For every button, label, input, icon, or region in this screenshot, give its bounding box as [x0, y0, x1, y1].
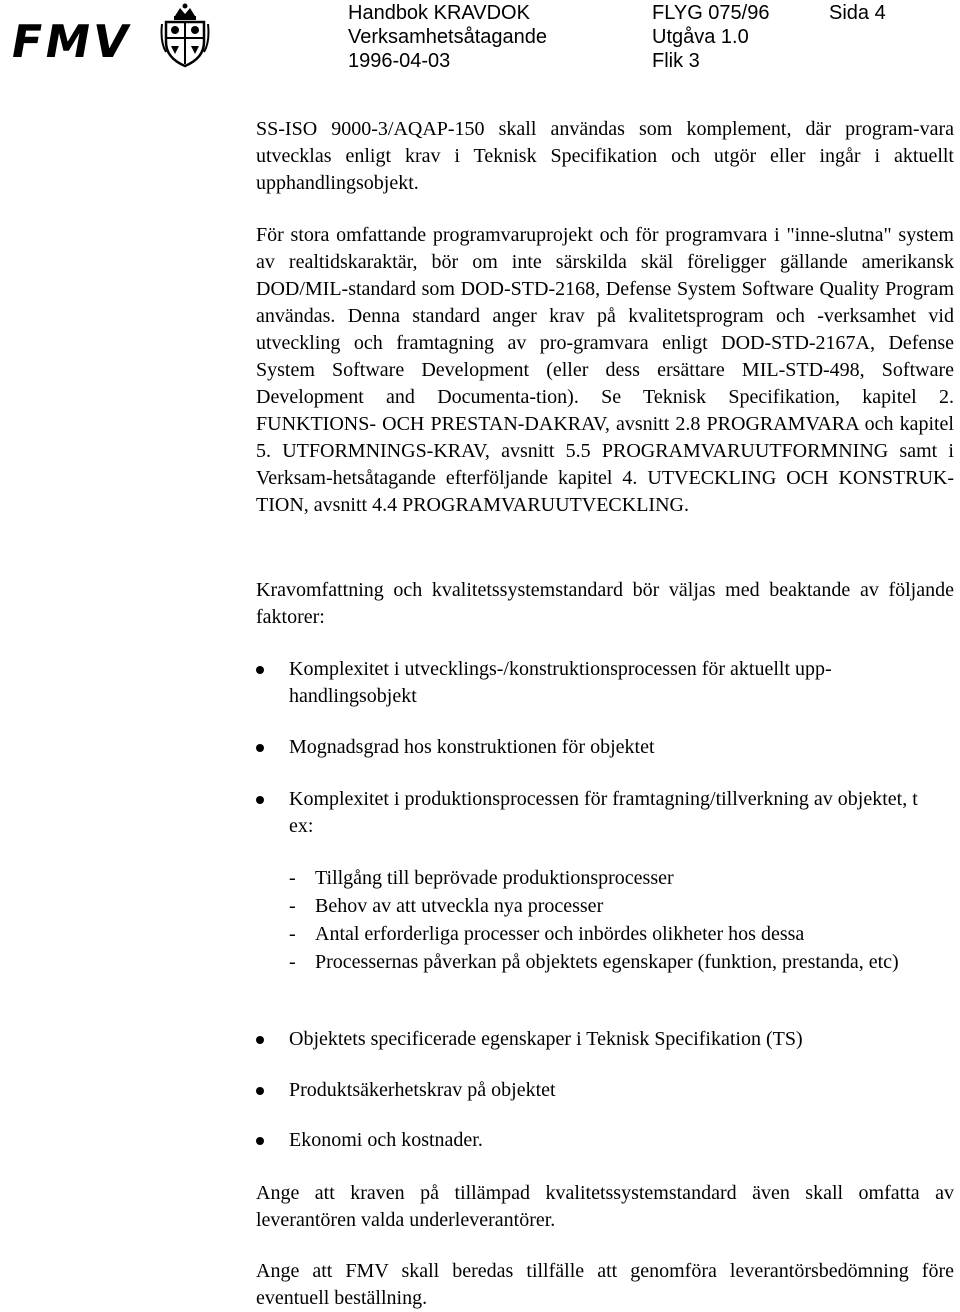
paragraph-factors-intro: Kravomfattning och kvalitetssystemstandard bör väljas med beaktande av följande faktorer:	[256, 579, 954, 628]
doc-date: 1996-04-03	[348, 50, 451, 72]
doc-edition: Utgåva 1.0	[652, 26, 749, 48]
bullet-icon	[256, 666, 264, 674]
sub-list-item-text: Antal erforderliga processer och inbördes olikheter hos dessa	[315, 923, 805, 945]
bullet-icon	[256, 1036, 264, 1044]
bullet-icon	[256, 744, 264, 752]
list-item-text: Mognadsgrad hos konstruktionen för objektet	[289, 736, 655, 758]
doc-section: Verksamhetsåtagande	[348, 26, 548, 48]
list-item-text: Komplexitet i utvecklings-/konstruktionsprocessen för aktuellt upp-handlingsobjekt	[289, 658, 832, 707]
paragraph-subcontractors: Ange att kraven på tillämpad kvalitetssystemstandard även skall omfatta av leverantören valda underleverantörer.	[256, 1182, 954, 1231]
sub-list-item-text: Tillgång till beprövade produktionsprocesser	[315, 867, 674, 889]
bullet-icon	[256, 1087, 264, 1095]
list-item-text: Komplexitet i produktionsprocessen för framtagning/tillverkning av objektet, t ex:	[289, 788, 918, 837]
sub-list-item-text: Processernas påverkan på objektets egenskaper (funktion, prestanda, etc)	[315, 951, 899, 973]
list-item-text: Objektets specificerade egenskaper i Teknisk Specifikation (TS)	[289, 1028, 803, 1050]
paragraph-dod-standard: För stora omfattande programvaruprojekt och för programvara i "inne-slutna" system av realtidskaraktär, bör om inte särskilda skäl föreligger gällande amerikansk DOD/MIL-standard som DOD-STD-2168, Defense System Software Quality Program användas. Denna standard anger krav på kvalitetsprogram och -verksamhet vid utveckling och framtagning av pro-gramvara enligt DOD-STD-2167A, Defense System Software Development (eller dess ersättare MIL-STD-498, Software Development and Documenta-tion). Se Teknisk Specifikation, kapitel 2. FUNKTIONS- OCH PRESTAN-DAKRAV, avsnitt 2.8 PROGRAMVARA och kapitel 5. UTFORMNINGS-KRAV, avsnitt 5.5 PROGRAMVARUUTFORMNING samt i Verksam-hetsåtagande efterföljande kapitel 4. UTVECKLING OCH KONSTRUK-TION, avsnitt 4.4 PROGRAMVARUUTVECKLING.	[256, 224, 954, 516]
dash-marker: -	[289, 951, 296, 973]
dash-marker: -	[289, 895, 296, 917]
dash-marker: -	[289, 923, 296, 945]
bullet-icon	[256, 1137, 264, 1145]
sub-list-item-text: Behov av att utveckla nya processer	[315, 895, 604, 917]
doc-title: Handbok KRAVDOK	[348, 2, 530, 24]
doc-code: FLYG 075/96	[652, 2, 770, 24]
fmv-logo: FMV	[6, 15, 136, 68]
paragraph-standard-complement: SS-ISO 9000-3/AQAP-150 skall användas som komplement, där program-vara utvecklas enligt krav i Teknisk Specifikation och utgör eller ingår i aktuellt upphandlingsobjekt.	[256, 118, 954, 194]
doc-tab: Flik 3	[652, 50, 700, 72]
crest-icon	[160, 2, 210, 70]
list-item-text: Ekonomi och kostnader.	[289, 1129, 483, 1151]
paragraph-supplier-assessment: Ange att FMV skall beredas tillfälle att genomföra leverantörsbedömning före eventuell beställning.	[256, 1260, 954, 1309]
dash-marker: -	[289, 867, 296, 889]
list-item-text: Produktsäkerhetskrav på objektet	[289, 1079, 556, 1101]
page-number: Sida 4	[829, 2, 886, 24]
bullet-icon	[256, 796, 264, 804]
